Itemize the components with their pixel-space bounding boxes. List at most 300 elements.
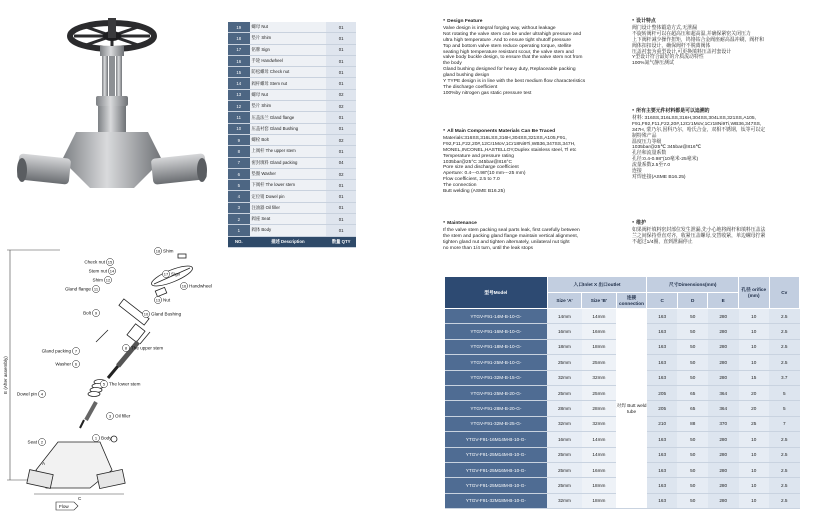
dims-orifice: 15 bbox=[739, 370, 770, 385]
dims-size-a: 25mm bbox=[547, 462, 581, 477]
dims-cv: 2.5 bbox=[769, 478, 799, 493]
callout-number: 12 bbox=[105, 277, 111, 283]
dims-e: 280 bbox=[708, 370, 739, 385]
dims-size-b: 32mm bbox=[582, 416, 616, 431]
part-qty: 04 bbox=[326, 157, 356, 168]
dims-size-b: 32mm bbox=[582, 370, 616, 385]
part-qty: 01 bbox=[326, 180, 356, 191]
dim-a-label: A bbox=[42, 461, 46, 466]
dims-size-a: 16mm bbox=[547, 324, 581, 339]
part-desc: 垫片 Shim bbox=[250, 33, 327, 44]
parts-row bbox=[228, 146, 356, 157]
part-no: 17 bbox=[228, 44, 250, 55]
part-no: 7 bbox=[228, 157, 250, 168]
parts-row bbox=[228, 168, 356, 179]
callout-1 bbox=[92, 434, 112, 441]
dims-size-b: 28mm bbox=[582, 401, 616, 416]
dims-d: 65 bbox=[677, 385, 707, 400]
parts-row bbox=[228, 191, 356, 202]
zh-materials-line: 对焊连接(ASME B16.25) bbox=[632, 174, 686, 180]
callout-number: 7 bbox=[74, 348, 78, 354]
en-design-lines bbox=[443, 26, 615, 97]
part-qty: 01 bbox=[326, 78, 356, 89]
callout-number: 15 bbox=[107, 259, 113, 265]
callout-text: The lower stem bbox=[109, 381, 141, 387]
parts-header-row bbox=[228, 236, 356, 247]
part-desc: 压盖法兰 Gland flange bbox=[250, 112, 327, 123]
en-maintenance-lines bbox=[443, 228, 617, 252]
callout-text: Bolt bbox=[83, 310, 91, 316]
zh-maintenance-line: 不超过1/4圈，直到泄漏停止 bbox=[632, 239, 693, 245]
part-qty: 01 bbox=[326, 123, 356, 134]
en-design-line: Not rotating the valve stem can be under ultrahigh pressure and bbox=[443, 31, 582, 37]
callout-number: 10 bbox=[143, 311, 149, 317]
callout-number: 14 bbox=[109, 268, 115, 274]
callout-text: Oil filler bbox=[115, 413, 131, 419]
col-dimensions: 尺寸Dimensions(mm) bbox=[647, 277, 739, 293]
zh-materials-line: 连接 bbox=[632, 169, 642, 175]
callout-number: 16 bbox=[181, 283, 187, 289]
zh-design-line: 100%氮气静压测试 bbox=[632, 61, 674, 67]
dims-size-b: 16mm bbox=[582, 324, 616, 339]
part-no: 12 bbox=[228, 101, 250, 112]
en-design-line: 100%by nitrogen gas static pressure test bbox=[443, 90, 532, 96]
parts-row bbox=[228, 214, 356, 225]
part-desc: 阀杆螺母 Stem nut bbox=[250, 78, 327, 89]
callout-6 bbox=[55, 360, 79, 367]
dims-size-b: 25mm bbox=[582, 385, 616, 400]
dims-d: 50 bbox=[677, 478, 707, 493]
zh-design-title: ● 设计特点 bbox=[632, 18, 804, 25]
dims-d: 65 bbox=[677, 401, 707, 416]
part-no: 6 bbox=[228, 168, 250, 179]
part-qty: 01 bbox=[326, 146, 356, 157]
en-materials-line: Aperture: 0.4---0.98"(10 mm---25 mm) bbox=[443, 171, 526, 177]
en-materials-line: Temperature and pressure rating bbox=[443, 153, 514, 159]
part-desc: 注油器 Oil filler bbox=[250, 202, 327, 213]
parts-table bbox=[228, 22, 356, 248]
dims-cv: 7 bbox=[769, 416, 799, 431]
callout-number: 18 bbox=[155, 248, 161, 254]
part-desc: 防松螺母 Check nut bbox=[250, 67, 327, 78]
en-maintenance-section bbox=[443, 220, 617, 252]
en-materials-line: Materials:316SS,316LSS,316H,304SS,321SS,A105,F91, bbox=[443, 135, 567, 141]
dims-orifice: 20 bbox=[739, 385, 770, 400]
zh-materials-line: 流量系数2.5至7.0 bbox=[632, 163, 671, 169]
part-no: 5 bbox=[228, 180, 250, 191]
dims-orifice: 10 bbox=[739, 339, 770, 354]
dims-e: 364 bbox=[708, 385, 739, 400]
dim-c-label: C bbox=[78, 496, 82, 501]
dims-size-b: 25mm bbox=[582, 355, 616, 370]
zh-materials-line: 1035bar@25℃ 345bar@816℃ bbox=[632, 145, 702, 151]
dims-orifice: 10 bbox=[739, 324, 770, 339]
parts-row bbox=[228, 44, 356, 55]
dims-size-b: 14mm bbox=[582, 432, 616, 447]
part-desc: 定位销 Dowel pin bbox=[250, 191, 327, 202]
callout-text: Handwheel bbox=[189, 283, 212, 289]
dims-c: 205 bbox=[647, 401, 678, 416]
part-desc: 密封填料 Gland packing bbox=[250, 157, 327, 168]
part-no: 10 bbox=[228, 123, 250, 134]
dims-c: 163 bbox=[647, 339, 678, 354]
dims-size-a: 25mm bbox=[547, 478, 581, 493]
callout-text: Gland flange bbox=[64, 286, 91, 292]
dims-orifice: 10 bbox=[739, 447, 770, 462]
en-materials-lines bbox=[443, 136, 617, 195]
col-connection: 连接 connection bbox=[616, 293, 647, 309]
callout-text: Gland packing bbox=[41, 348, 71, 354]
en-design-line: Valve design is integral forging way, without leakage bbox=[443, 25, 556, 31]
dims-d: 50 bbox=[677, 324, 707, 339]
callout-number: 2 bbox=[40, 439, 44, 445]
zh-materials-title: ● 所有主要元件材料都是可以追溯的 bbox=[632, 108, 804, 115]
dims-size-b: 18mm bbox=[582, 493, 616, 508]
zh-maintenance-section bbox=[632, 220, 804, 246]
part-no: 14 bbox=[228, 78, 250, 89]
parts-row bbox=[228, 67, 356, 78]
zh-maintenance-line: 如果阀杆填料密封部位发生泄漏,先小心地将阀杆和填料压盖法 bbox=[632, 227, 766, 233]
callout-11 bbox=[65, 285, 100, 292]
dims-size-a: 25mm bbox=[547, 447, 581, 462]
callout-13 bbox=[154, 296, 170, 303]
dims-c: 163 bbox=[647, 462, 678, 477]
dims-d: 50 bbox=[677, 462, 707, 477]
callout-text: Shim bbox=[92, 277, 103, 283]
exploded-drawing bbox=[0, 244, 215, 516]
en-design-line: the body bbox=[443, 61, 462, 67]
callout-number: 17 bbox=[163, 271, 169, 277]
callout-text: Shim bbox=[163, 248, 174, 254]
zh-design-line: 压盖衬套为重型设计,可更换填料压盖衬套设计 bbox=[632, 49, 732, 55]
dims-e: 280 bbox=[708, 447, 739, 462]
dims-cv: 2.5 bbox=[769, 432, 799, 447]
dims-orifice: 10 bbox=[739, 462, 770, 477]
en-maintenance-line: no more than 1/4 turn, until the leak stops bbox=[443, 245, 533, 251]
callout-number: 4 bbox=[40, 391, 44, 397]
part-no: 11 bbox=[228, 112, 250, 123]
dims-model: YTGV-F91-25M14M-B-10-G- bbox=[445, 447, 548, 462]
parts-row bbox=[228, 112, 356, 123]
dims-c: 163 bbox=[647, 493, 678, 508]
part-qty: 01 bbox=[326, 55, 356, 66]
col-c: C bbox=[647, 293, 678, 309]
callout-text: Stem nut bbox=[88, 268, 107, 274]
dims-e: 364 bbox=[708, 401, 739, 416]
dims-c: 163 bbox=[647, 432, 678, 447]
dims-d: 50 bbox=[677, 370, 707, 385]
dims-e: 370 bbox=[708, 416, 739, 431]
dims-size-a: 32mm bbox=[547, 370, 581, 385]
dims-e: 280 bbox=[708, 478, 739, 493]
en-design-line: gland bushing design bbox=[443, 73, 490, 79]
dims-d: 50 bbox=[677, 339, 707, 354]
dims-size-a: 14mm bbox=[547, 309, 581, 324]
dims-model: YTGV-F91-28M-B-20-G- bbox=[445, 401, 548, 416]
callout-12 bbox=[93, 276, 112, 283]
en-design-line: valve body buckle design, to ensure that the valve stem not from bbox=[443, 55, 583, 61]
dims-model: YTGV-F91-16M14M-B-10-G- bbox=[445, 432, 548, 447]
part-desc: 手轮 Handwheel bbox=[250, 55, 327, 66]
part-no: 4 bbox=[228, 191, 250, 202]
zh-materials-line: 347H, 蒙乃尔,因科乃尔，哈氏合金，双相不锈钢，钛等可以定 bbox=[632, 127, 766, 133]
parts-header-no: NO. bbox=[228, 236, 250, 247]
part-qty: 01 bbox=[326, 202, 356, 213]
part-qty: 01 bbox=[326, 191, 356, 202]
callout-text: Check nut bbox=[84, 259, 105, 265]
en-maintenance-title: ● Maintenance bbox=[443, 220, 617, 227]
dims-size-a: 18mm bbox=[547, 339, 581, 354]
callout-14 bbox=[89, 267, 116, 274]
dims-size-a: 16mm bbox=[547, 432, 581, 447]
part-no: 9 bbox=[228, 134, 250, 145]
en-design-line: ultra high temperature .And to ensure tight shutoff pressure bbox=[443, 37, 571, 43]
col-orifice: 孔径 orifice (mm) bbox=[739, 277, 770, 309]
callout-text: Sign bbox=[171, 271, 181, 277]
dims-size-b: 18mm bbox=[582, 478, 616, 493]
zh-maintenance-lines bbox=[632, 228, 804, 246]
dims-orifice: 10 bbox=[739, 478, 770, 493]
dims-d: 50 bbox=[677, 432, 707, 447]
callout-text: Washer bbox=[55, 361, 71, 367]
dims-d: 50 bbox=[677, 447, 707, 462]
part-no: 8 bbox=[228, 146, 250, 157]
zh-materials-line: 温度压力等级 bbox=[632, 139, 662, 145]
parts-row bbox=[228, 225, 356, 236]
parts-header-qty: 数量 QTY bbox=[326, 236, 356, 247]
callout-text: Dowel pin bbox=[16, 391, 37, 397]
dims-c: 163 bbox=[647, 324, 678, 339]
en-materials-line: MONEL,INCONEL,HASTELLOY,Duplex stainless steel, Tl etc bbox=[443, 147, 577, 153]
dims-model: YTGV-F91-25M16M-B-10-G- bbox=[445, 462, 548, 477]
dims-model: YTGV-F91-32M18M-B-10-G- bbox=[445, 493, 548, 508]
dims-e: 280 bbox=[708, 324, 739, 339]
part-desc: 阀座 Seat bbox=[250, 214, 327, 225]
part-desc: 垫片 Shim bbox=[250, 101, 327, 112]
dims-d: 50 bbox=[677, 355, 707, 370]
en-design-line: The discharge coefficient bbox=[443, 84, 498, 90]
dims-cv: 2.5 bbox=[769, 339, 799, 354]
en-maintenance-line: the stem and packing gland flange maintain vertical alignment, bbox=[443, 233, 579, 239]
en-materials-line: Pore size and discharge coefficient bbox=[443, 165, 519, 171]
part-no: 16 bbox=[228, 55, 250, 66]
dims-cv: 2.5 bbox=[769, 447, 799, 462]
en-materials-line: Flow coefficient, 2.5 to 7.0 bbox=[443, 177, 500, 183]
dims-size-a: 28mm bbox=[547, 401, 581, 416]
dims-orifice: 10 bbox=[739, 432, 770, 447]
dims-size-b: 14mm bbox=[582, 309, 616, 324]
callout-number: 5 bbox=[102, 381, 106, 387]
parts-row bbox=[228, 180, 356, 191]
zh-design-line: 阀门设计整体锻造方式,无泄漏 bbox=[632, 25, 697, 31]
dims-d: 50 bbox=[677, 493, 707, 508]
dims-cv: 2.5 bbox=[769, 355, 799, 370]
zh-materials-line: 孔径:0.4-0.98"(10毫米-25毫米) bbox=[632, 157, 699, 163]
parts-row bbox=[228, 55, 356, 66]
dims-cv: 5 bbox=[769, 385, 799, 400]
part-no: 18 bbox=[228, 33, 250, 44]
dims-c: 163 bbox=[647, 478, 678, 493]
part-qty: 01 bbox=[326, 225, 356, 236]
part-desc: 压盖衬套 Gland Bushing bbox=[250, 123, 327, 134]
dims-orifice: 25 bbox=[739, 416, 770, 431]
callout-number: 11 bbox=[93, 286, 99, 292]
en-materials-line: The connection bbox=[443, 183, 477, 189]
callout-5 bbox=[100, 380, 140, 387]
dims-row bbox=[445, 309, 800, 324]
zh-design-line: Y型设计符合最好的介质流动特性 bbox=[632, 55, 704, 61]
dims-model: YTGV-F91-32M-B-15-G- bbox=[445, 370, 548, 385]
dims-connection: 对焊 Butt weld tube bbox=[616, 309, 647, 509]
dims-size-a: 25mm bbox=[547, 355, 581, 370]
callout-2 bbox=[28, 438, 46, 445]
callout-number: 8 bbox=[124, 345, 128, 351]
part-qty: 01 bbox=[326, 22, 356, 33]
zh-materials-lines bbox=[632, 116, 804, 181]
flow-label: Flow bbox=[59, 504, 69, 509]
part-no: 2 bbox=[228, 214, 250, 225]
dims-model: YTGV-F91-14M-B-10-G- bbox=[445, 309, 548, 324]
dims-c: 163 bbox=[647, 370, 678, 385]
zh-materials-line: 制特殊产品 bbox=[632, 133, 657, 139]
callout-number: 13 bbox=[155, 297, 161, 303]
dims-size-a: 32mm bbox=[547, 493, 581, 508]
dims-d: 88 bbox=[677, 416, 707, 431]
dims-model: YTGV-F91-16M-B-10-G- bbox=[445, 324, 548, 339]
callout-number: 9 bbox=[94, 310, 98, 316]
part-desc: 垫圈 Washer bbox=[250, 168, 327, 179]
part-qty: 02 bbox=[326, 168, 356, 179]
parts-row bbox=[228, 202, 356, 213]
callout-text: Seat bbox=[27, 439, 37, 445]
en-maintenance-line: If the valve stem packing seal parts leak, first carefully between bbox=[443, 227, 580, 233]
en-design-line: Y TYPE design is in line with the best medium flow characteristics bbox=[443, 79, 586, 85]
dims-e: 280 bbox=[708, 309, 739, 324]
dims-model: YTGV-F91-25M-B-10-G- bbox=[445, 355, 548, 370]
dims-c: 163 bbox=[647, 355, 678, 370]
col-d: D bbox=[677, 293, 707, 309]
part-qty: 01 bbox=[326, 112, 356, 123]
parts-row bbox=[228, 157, 356, 168]
en-design-title: ● Design Feature bbox=[443, 18, 615, 25]
part-qty: 02 bbox=[326, 89, 356, 100]
en-materials-title: ● All Main Components Materials Can Be Traced bbox=[443, 128, 617, 135]
callout-text: Nut bbox=[163, 297, 171, 303]
parts-row bbox=[228, 123, 356, 134]
en-materials-line: F92,F11,F22,20#,12Cr1MoV,1Cr18Ni9Ti,WB36,347SS,347H, bbox=[443, 141, 576, 147]
dims-cv: 3.7 bbox=[769, 370, 799, 385]
part-no: 15 bbox=[228, 67, 250, 78]
callout-15 bbox=[84, 258, 113, 265]
en-maintenance-line: tighten gland nut and tighten alternately, unilateral nut tight bbox=[443, 239, 570, 245]
col-size-a: Size 'A' bbox=[547, 293, 581, 309]
dims-e: 280 bbox=[708, 339, 739, 354]
callout-9 bbox=[83, 309, 100, 316]
dims-cv: 2.5 bbox=[769, 324, 799, 339]
callout-8 bbox=[122, 344, 163, 351]
en-design-line: Gland bushing designed for heavy duty, Replaceable packing bbox=[443, 67, 576, 73]
dims-size-b: 18mm bbox=[582, 339, 616, 354]
en-design-line: seating high temperature resistant scour, the valve stem and bbox=[443, 49, 574, 55]
dims-cv: 2.5 bbox=[769, 462, 799, 477]
en-materials-section bbox=[443, 128, 617, 195]
callout-text: The upper stem bbox=[131, 345, 164, 351]
en-materials-line: 1035bar@25°C 345bar@816°C bbox=[443, 159, 513, 165]
part-qty: 01 bbox=[326, 33, 356, 44]
zh-design-section bbox=[632, 18, 804, 67]
dims-cv: 2.5 bbox=[769, 493, 799, 508]
dims-c: 205 bbox=[647, 385, 678, 400]
parts-row bbox=[228, 22, 356, 33]
zh-design-line: 阀体扣扣设计，确保阀杆不脱离阀体 bbox=[632, 43, 711, 49]
zh-maintenance-line: 兰之间保持垂直对齐，收紧压盖螺母,交替收紧，单边螺母拧紧 bbox=[632, 233, 766, 239]
part-desc: 螺栓 Bolt bbox=[250, 134, 327, 145]
part-desc: 下阀杆 The lower stem bbox=[250, 180, 327, 191]
dims-c: 210 bbox=[647, 416, 678, 431]
part-qty: 02 bbox=[326, 134, 356, 145]
dims-e: 280 bbox=[708, 493, 739, 508]
dims-e: 280 bbox=[708, 462, 739, 477]
dims-model: YTGV-F91-25M-B-20-G- bbox=[445, 385, 548, 400]
callout-3 bbox=[106, 412, 130, 419]
parts-row bbox=[228, 78, 356, 89]
dims-size-b: 14mm bbox=[582, 447, 616, 462]
dims-model: YTGV-F91-18M-B-10-G- bbox=[445, 339, 548, 354]
dims-model: YTGV-F91-32M-B-25-G- bbox=[445, 416, 548, 431]
zh-design-lines bbox=[632, 26, 804, 67]
dims-cv: 5 bbox=[769, 401, 799, 416]
part-no: 19 bbox=[228, 22, 250, 33]
dims-orifice: 10 bbox=[739, 309, 770, 324]
zh-maintenance-title: ● 维护 bbox=[632, 220, 804, 227]
callout-number: 1 bbox=[94, 435, 98, 441]
en-materials-line: Butt welding (ASME B16.25) bbox=[443, 189, 505, 195]
callout-7 bbox=[42, 347, 80, 354]
axis-label-e: E (After assembly) bbox=[3, 356, 8, 394]
dims-size-a: 25mm bbox=[547, 385, 581, 400]
zh-materials-section bbox=[632, 108, 804, 181]
parts-row bbox=[228, 33, 356, 44]
col-size-b: Size 'B' bbox=[582, 293, 616, 309]
dims-size-b: 16mm bbox=[582, 462, 616, 477]
zh-materials-line: 孔径和流量系数 bbox=[632, 151, 667, 157]
part-desc: 螺母 Nut bbox=[250, 22, 327, 33]
callout-text: Gland Bushing bbox=[151, 311, 182, 317]
dims-c: 163 bbox=[647, 309, 678, 324]
callout-text: Body bbox=[101, 435, 112, 441]
dims-e: 280 bbox=[708, 432, 739, 447]
col-cv: Cv bbox=[769, 277, 799, 309]
en-design-section bbox=[443, 18, 615, 97]
callout-16 bbox=[180, 282, 212, 289]
part-desc: 阀体 Body bbox=[250, 225, 327, 236]
part-desc: 上阀杆 The upper stem bbox=[250, 146, 327, 157]
callout-number: 3 bbox=[108, 413, 112, 419]
zh-materials-line: 材料: 316SS,316LSS,316H,304SS,304LSS,321SS,A105, bbox=[632, 115, 756, 121]
zh-materials-line: F91,F92,F11,F22,20#,12Cr1MoV,1Cr18Ni9Ti,WB36,347SS, bbox=[632, 121, 762, 127]
callout-17 bbox=[162, 270, 180, 277]
part-qty: 01 bbox=[326, 67, 356, 78]
part-no: 13 bbox=[228, 89, 250, 100]
valve-photo bbox=[12, 10, 212, 206]
part-desc: 螺母 Nut bbox=[250, 89, 327, 100]
dims-d: 50 bbox=[677, 309, 707, 324]
dimensions-table bbox=[444, 276, 800, 509]
dims-model: YTGV-F91-25M18M-B-10-G- bbox=[445, 478, 548, 493]
parts-row bbox=[228, 101, 356, 112]
callout-4 bbox=[17, 390, 46, 397]
parts-header-desc: 描述 Description bbox=[250, 236, 327, 247]
